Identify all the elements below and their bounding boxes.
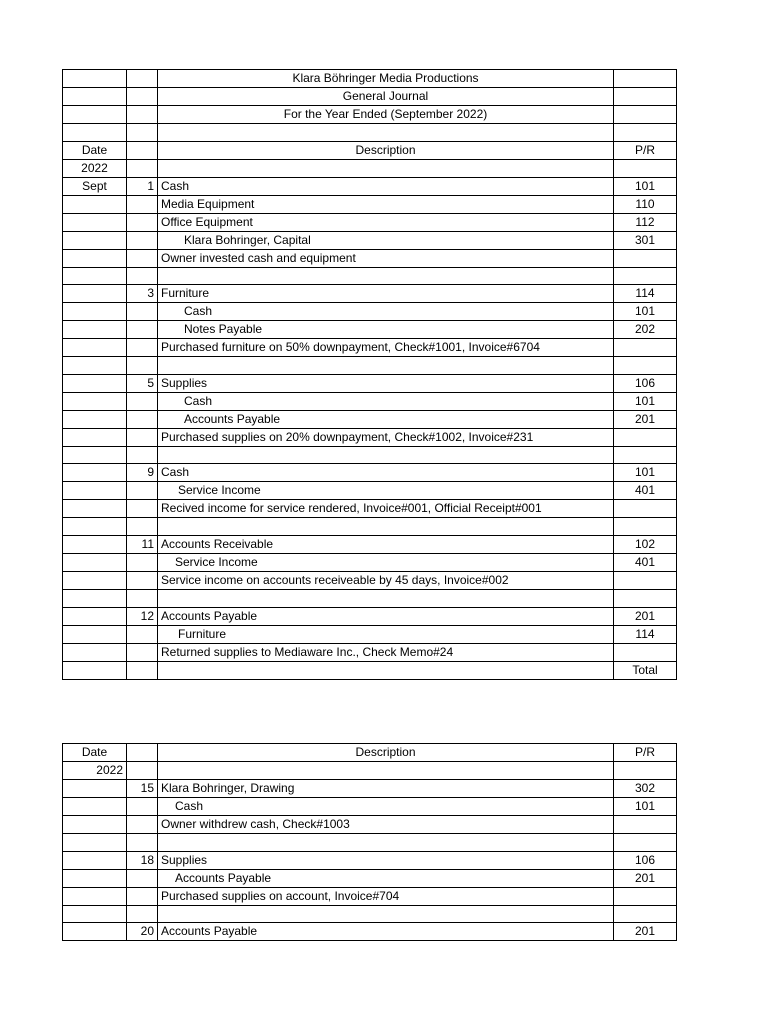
- table-row: [63, 482, 677, 500]
- account-cell: Supplies: [158, 851, 614, 869]
- account-cell: Klara Bohringer, Drawing: [158, 780, 614, 798]
- account-cell: Accounts Payable: [158, 607, 614, 625]
- memo-row: [63, 428, 677, 446]
- account-cell: Klara Bohringer, Capital: [158, 231, 614, 249]
- memo-row: [63, 887, 677, 905]
- account-cell: Accounts Payable: [158, 869, 614, 887]
- account-cell: Accounts Payable: [158, 410, 614, 428]
- account-cell: Furniture: [158, 625, 614, 643]
- account-cell: Furniture: [158, 285, 614, 303]
- pr-cell: 114: [614, 285, 677, 303]
- day-cell: 11: [127, 535, 158, 553]
- memo-cell: Purchased supplies on 20% downpayment, Check#1002, Invoice#231: [158, 428, 614, 446]
- pr-cell: 106: [614, 851, 677, 869]
- general-journal-table-continued: [62, 743, 677, 941]
- table-row: [63, 625, 677, 643]
- account-cell: Cash: [158, 464, 614, 482]
- pr-cell: 106: [614, 374, 677, 392]
- memo-row: [63, 571, 677, 589]
- pr-column-header: P/R: [614, 141, 677, 159]
- description-column-header: Description: [158, 744, 614, 762]
- year-row: [63, 762, 677, 780]
- pr-cell: 110: [614, 195, 677, 213]
- pr-cell: 202: [614, 321, 677, 339]
- account-cell: Notes Payable: [158, 321, 614, 339]
- table-row: [63, 798, 677, 816]
- header-row: [63, 106, 677, 124]
- memo-cell: Purchased furniture on 50% downpayment, Check#1001, Invoice#6704: [158, 339, 614, 357]
- table-row: [63, 851, 677, 869]
- header-row: [63, 70, 677, 88]
- table-row: [63, 213, 677, 231]
- pr-column-header: P/R: [614, 744, 677, 762]
- pr-cell: 201: [614, 869, 677, 887]
- blank-row: [63, 357, 677, 375]
- pr-cell: 301: [614, 231, 677, 249]
- pr-cell: 401: [614, 553, 677, 571]
- table-row: [63, 464, 677, 482]
- blank-row: [63, 518, 677, 536]
- blank-row: [63, 834, 677, 852]
- memo-cell: Recived income for service rendered, Invoice#001, Official Receipt#001: [158, 500, 614, 518]
- pr-cell: 101: [614, 464, 677, 482]
- memo-cell: Service income on accounts receiveable by 45 days, Invoice#002: [158, 571, 614, 589]
- period-label: For the Year Ended (September 2022): [158, 106, 614, 124]
- pr-cell: 112: [614, 213, 677, 231]
- year-cell: 2022: [63, 159, 127, 177]
- table-row: [63, 195, 677, 213]
- day-cell: 5: [127, 374, 158, 392]
- account-cell: Cash: [158, 177, 614, 195]
- account-cell: Media Equipment: [158, 195, 614, 213]
- blank-row: [63, 589, 677, 607]
- day-cell: 18: [127, 851, 158, 869]
- table-row: [63, 553, 677, 571]
- pr-cell: 201: [614, 607, 677, 625]
- pr-cell: 102: [614, 535, 677, 553]
- general-journal-table: [62, 69, 677, 680]
- table-row: [63, 177, 677, 195]
- table-row: [63, 780, 677, 798]
- table-row: [63, 392, 677, 410]
- description-column-header: Description: [158, 141, 614, 159]
- memo-cell: Purchased supplies on account, Invoice#704: [158, 887, 614, 905]
- column-header-row: [63, 744, 677, 762]
- date-column-header: Date: [63, 744, 127, 762]
- pr-cell: 101: [614, 392, 677, 410]
- account-cell: Service Income: [158, 482, 614, 500]
- day-cell: 15: [127, 780, 158, 798]
- table-row: [63, 303, 677, 321]
- memo-row: [63, 500, 677, 518]
- pr-cell: 114: [614, 625, 677, 643]
- day-cell: 9: [127, 464, 158, 482]
- table-row: [63, 321, 677, 339]
- pr-cell: 101: [614, 177, 677, 195]
- pr-cell: 201: [614, 410, 677, 428]
- pr-cell: 201: [614, 923, 677, 941]
- header-row: [63, 88, 677, 106]
- memo-cell: Owner withdrew cash, Check#1003: [158, 816, 614, 834]
- table-row: [63, 607, 677, 625]
- pr-cell: 101: [614, 303, 677, 321]
- account-cell: Office Equipment: [158, 213, 614, 231]
- total-row: [63, 661, 677, 679]
- blank-row: [63, 446, 677, 464]
- pr-cell: 401: [614, 482, 677, 500]
- column-header-row: [63, 141, 677, 159]
- table-row: [63, 869, 677, 887]
- journal-title: General Journal: [158, 88, 614, 106]
- memo-row: [63, 339, 677, 357]
- month-cell: Sept: [63, 177, 127, 195]
- memo-row: [63, 643, 677, 661]
- blank-row: [63, 267, 677, 285]
- blank-row: [63, 905, 677, 923]
- day-cell: 20: [127, 923, 158, 941]
- table-row: [63, 374, 677, 392]
- pr-cell: 101: [614, 798, 677, 816]
- table-row: [63, 285, 677, 303]
- total-label: Total: [614, 661, 677, 679]
- table-row: [63, 535, 677, 553]
- account-cell: Cash: [158, 798, 614, 816]
- account-cell: Cash: [158, 303, 614, 321]
- memo-cell: Owner invested cash and equipment: [158, 249, 614, 267]
- table-row: [63, 923, 677, 941]
- year-row: [63, 159, 677, 177]
- account-cell: Supplies: [158, 374, 614, 392]
- day-cell: 3: [127, 285, 158, 303]
- account-cell: Service Income: [158, 553, 614, 571]
- table-row: [63, 410, 677, 428]
- day-cell: 1: [127, 177, 158, 195]
- pr-cell: 302: [614, 780, 677, 798]
- table-row: [63, 231, 677, 249]
- memo-row: [63, 816, 677, 834]
- account-cell: Accounts Payable: [158, 923, 614, 941]
- account-cell: Cash: [158, 392, 614, 410]
- day-cell: 12: [127, 607, 158, 625]
- account-cell: Accounts Receivable: [158, 535, 614, 553]
- company-name: Klara Böhringer Media Productions: [158, 70, 614, 88]
- date-column-header: Date: [63, 141, 127, 159]
- year-cell: 2022: [63, 762, 127, 780]
- memo-cell: Returned supplies to Mediaware Inc., Check Memo#24: [158, 643, 614, 661]
- blank-row: [63, 124, 677, 142]
- memo-row: [63, 249, 677, 267]
